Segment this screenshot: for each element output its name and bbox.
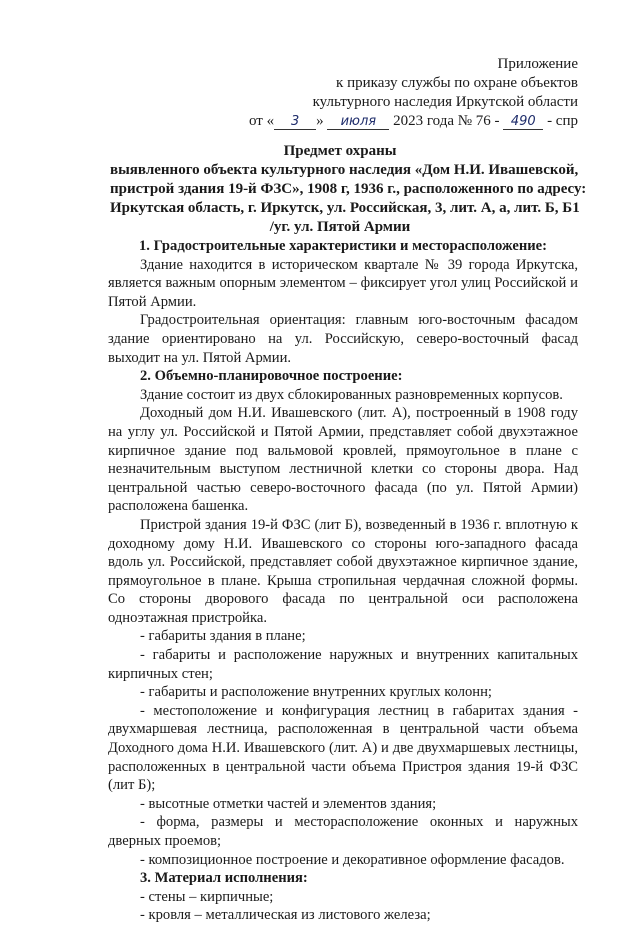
handwritten-month: июля [327, 115, 389, 130]
list-item: - стены – кирпичные; [140, 888, 274, 905]
order-reference: к приказу службы по охране объектов [336, 75, 578, 91]
list-item: - кровля – металлическая из листового железа; [140, 907, 431, 924]
list-item: - габариты и расположение наружных и внутренних капитальных кирпичных стен; [108, 647, 578, 682]
list-item: - габариты здания в плане; [140, 628, 306, 645]
handwritten-day: 3 [274, 115, 316, 130]
list-item: - форма, размеры и месторасположение оконных и наружных дверных проемов; [108, 814, 578, 849]
appendix-label: Приложение [497, 56, 578, 72]
list-item: - высотные отметки частей и элементов здания; [140, 795, 437, 812]
title-line-4: Иркутская область, г. Иркутск, ул. Российская, 3, лит. А, а, лит. Б, Б1 [110, 200, 580, 216]
list-item: - местоположение и конфигурация лестниц в габаритах здания - двухмаршевая лестница, расположенная в центральной части объема Доходного дома Н.И. Ивашевского (лит. А) и две двухмаршевых лестницы, расположенных в центральной части объема Пристроя здания 19-й ФЗС (лит Б); [108, 702, 578, 794]
section-1-paragraph-1: Здание находится в историческом квартале № 39 города Иркутска, является важным опорным элементом – фиксирует угол улиц Российской и Пятой Армии. [108, 256, 578, 310]
list-item: - габариты и расположение внутренних круглых колонн; [140, 684, 492, 701]
title-line-3: пристрой здания 19-й ФЗС», 1908 г, 1936 г., расположенного по адресу: [110, 181, 587, 197]
appendix-header [249, 55, 578, 131]
section-2-heading: 2. Объемно-планировочное построение: [140, 368, 403, 385]
section-3-heading: 3. Материал исполнения: [140, 870, 308, 887]
section-1-paragraph-2: Градостроительная ориентация: главным юго-восточным фасадом здание ориентировано на ул. Российскую, северо-восточный фасад выходит на ул. Пятой Армии. [108, 312, 578, 366]
title-line-5: /уг. ул. Пятой Армии [269, 219, 411, 235]
section-1-heading: 1. Градостроительные характеристики и месторасположение: [138, 238, 548, 254]
document-title [110, 142, 587, 237]
list-item: - композиционное построение и декоративное оформление фасадов. [140, 851, 565, 868]
section-2-paragraph-2: Доходный дом Н.И. Ивашевского (лит. А), построенный в 1908 году на углу ул. Российской и Пятой Армии, представляет собой двухэтажное кирпичное здание под вальмовой кровлей, прямоугольное в плане с незначительным выступом лестничной клетки со стороны двора. Над центральной частью северо-восточного фасада (по ул. Пятой Армии) расположена башенка. [108, 405, 578, 515]
section-2-paragraph-1: Здание состоит из двух сблокированных разновременных корпусов. [140, 386, 563, 403]
order-authority: культурного наследия Иркутской области [312, 94, 578, 110]
title-line-1: Предмет охраны [283, 143, 397, 159]
title-line-2: выявленного объекта культурного наследия «Дом Н.И. Ивашевской, [110, 162, 579, 178]
section-2-paragraph-3: Пристрой здания 19-й ФЗС (лит Б), возведенный в 1936 г. вплотную к доходному дому Н.И. Ивашевского со стороны юго-западного фасада вдоль ул. Российской, представляет собой двухэтажное кирпичное здание, прямоугольное в плане. Крыша стропильная чердачная сложной формы. Со стороны дворового фасада по центральной оси расположена одноэтажная пристройка. [108, 516, 578, 626]
document-body [108, 237, 578, 925]
handwritten-number: 490 [503, 115, 543, 130]
order-date-line: от « 3 » июля 2023 года № 76 - 490 - спр [249, 113, 578, 129]
